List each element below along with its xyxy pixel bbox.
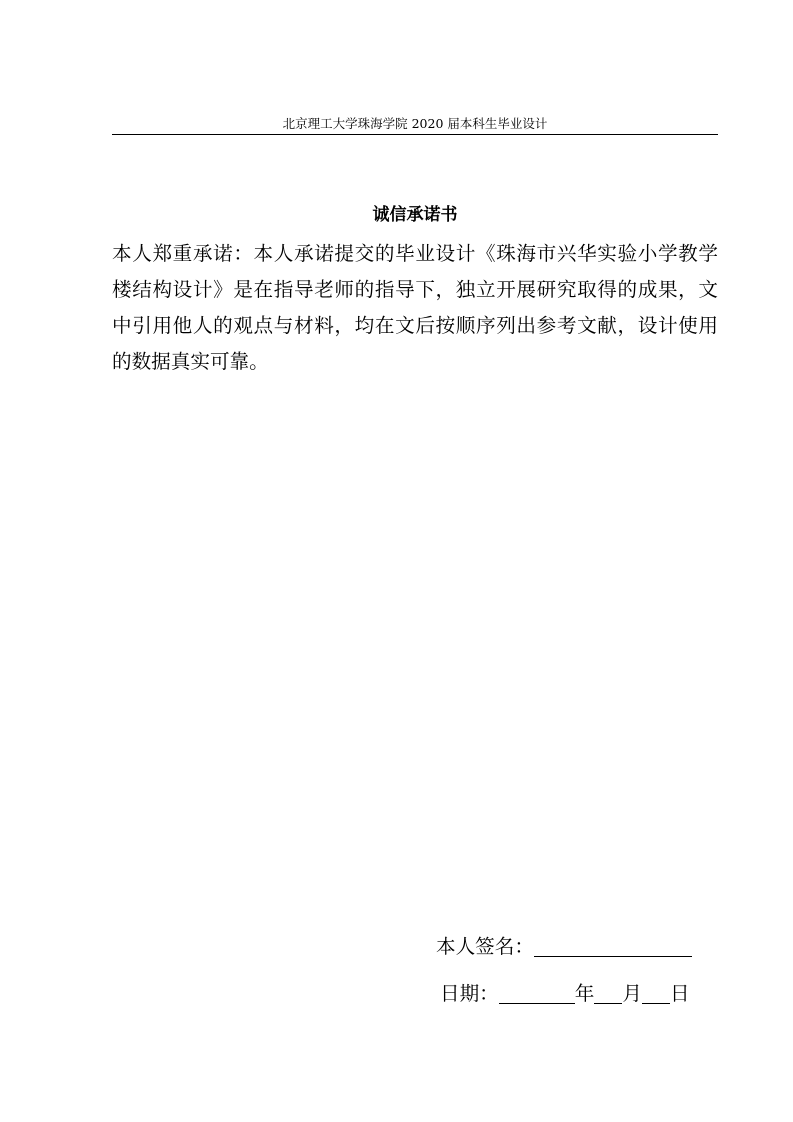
signature-label: 本人签名： xyxy=(436,935,534,958)
date-row xyxy=(440,979,690,1009)
document-title: 诚信承诺书 xyxy=(372,205,458,225)
paragraph-line: 本人郑重承诺：本人承诺提交的毕业设计《珠海市兴华实验小学教学 xyxy=(112,242,718,265)
paragraph-line: 的数据真实可靠。 xyxy=(112,350,269,373)
date-label: 日期： xyxy=(440,982,499,1005)
day-label: 日 xyxy=(669,982,690,1005)
year-blank[interactable] xyxy=(499,981,575,1004)
paragraph-line: 中引用他人的观点与材料，均在文后按顺序列出参考文献，设计使用 xyxy=(112,314,718,337)
header-text: 北京理工大学珠海学院 2020 届本科生毕业设计 xyxy=(282,116,548,131)
month-label: 月 xyxy=(622,982,642,1005)
month-blank[interactable] xyxy=(594,981,622,1004)
paragraph-line: 楼结构设计》是在指导老师的指导下，独立开展研究取得的成果，文 xyxy=(112,278,718,301)
commitment-paragraph xyxy=(112,236,718,380)
day-blank[interactable] xyxy=(642,981,670,1004)
signature-row xyxy=(436,932,692,962)
signature-blank[interactable] xyxy=(534,934,692,957)
year-label: 年 xyxy=(574,982,595,1005)
page-header xyxy=(112,114,718,135)
